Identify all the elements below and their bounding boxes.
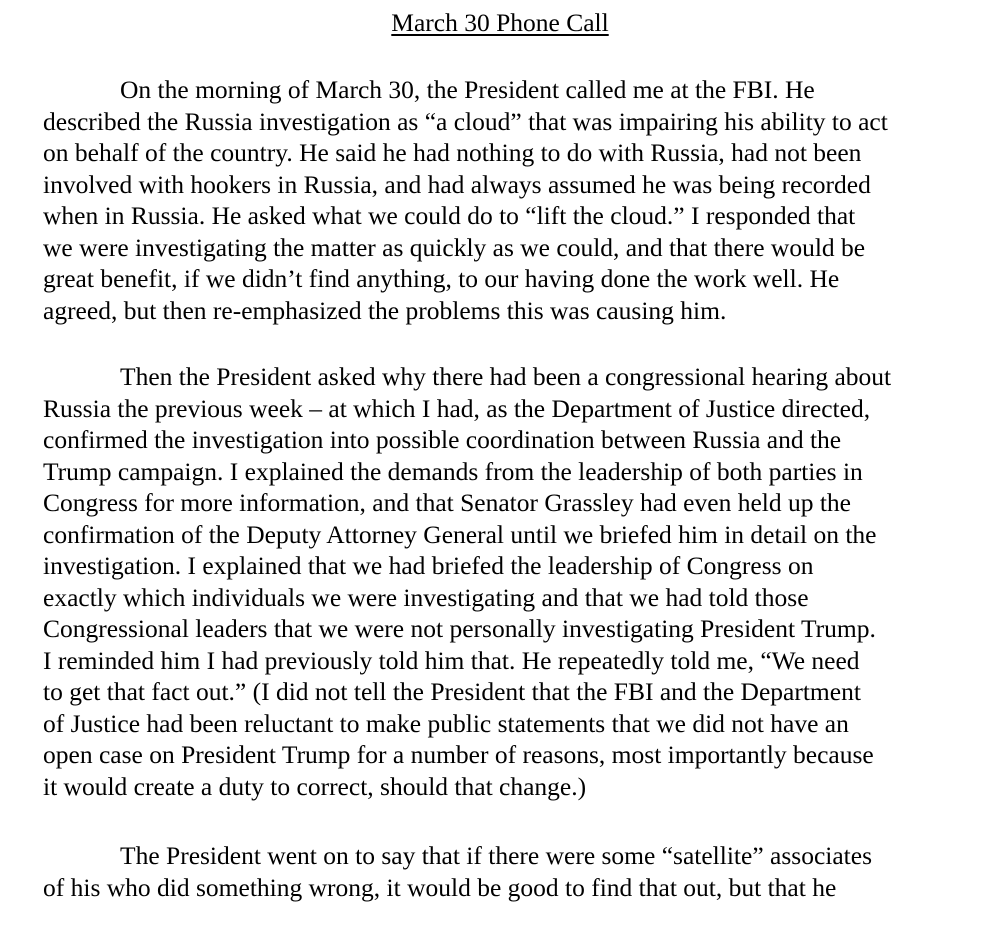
paragraph-line: great benefit, if we didn’t find anything, to our having done the work well. He — [43, 264, 840, 293]
paragraph-line: investigation. I explained that we had briefed the leadership of Congress on — [43, 551, 814, 580]
paragraph-line: Congress for more information, and that Senator Grassley had even held up the — [43, 488, 851, 517]
paragraph-line: Russia the previous week – at which I had, as the Department of Justice directed, — [43, 393, 871, 423]
paragraph-line: when in Russia. He asked what we could do to “lift the cloud.” I responded that — [43, 201, 856, 230]
paragraph-line: to get that fact out.” (I did not tell the President that the FBI and the Department — [43, 677, 861, 706]
paragraph-2 — [43, 361, 891, 802]
paragraph-line: involved with hookers in Russia, and had always assumed he was being recorded — [43, 169, 871, 199]
paragraph-line: Trump campaign. I explained the demands from the leadership of both parties in — [43, 456, 863, 486]
paragraph-line: On the morning of March 30, the President called me at the FBI. He — [120, 75, 815, 104]
paragraph-3 — [43, 840, 872, 903]
paragraph-line: confirmed the investigation into possible coordination between Russia and the — [43, 425, 842, 454]
paragraph-line: The President went on to say that if there were some “satellite” associates — [120, 841, 872, 870]
document-title-text: March 30 Phone Call — [391, 8, 609, 37]
paragraph-line: described the Russia investigation as “a cloud” that was impairing his ability to act — [43, 106, 888, 136]
paragraph-line: of Justice had been reluctant to make public statements that we did not have an — [43, 708, 849, 738]
paragraph-line: agreed, but then re-emphasized the problems this was causing him. — [43, 295, 727, 325]
paragraph-1 — [43, 74, 888, 326]
paragraph-line: it would create a duty to correct, should that change.) — [43, 771, 587, 801]
paragraph-line: open case on President Trump for a number of reasons, most importantly because — [43, 740, 874, 769]
paragraph-line: we were investigating the matter as quickly as we could, and that there would be — [43, 232, 866, 262]
paragraph-line: Congressional leaders that we were not personally investigating President Trump. — [43, 614, 876, 643]
paragraph-line: exactly which individuals we were investigating and that we had told those — [43, 582, 809, 612]
paragraph-line: confirmation of the Deputy Attorney General until we briefed him in detail on the — [43, 519, 877, 549]
paragraph-line: on behalf of the country. He said he had nothing to do with Russia, had not been — [43, 138, 862, 167]
paragraph-line: Then the President asked why there had been a congressional hearing about — [120, 362, 892, 391]
paragraph-line: of his who did something wrong, it would be good to find that out, but that he — [43, 872, 837, 902]
paragraph-line: I reminded him I had previously told him that. He repeatedly told me, “We need — [43, 645, 860, 675]
document-title — [0, 6, 1000, 40]
